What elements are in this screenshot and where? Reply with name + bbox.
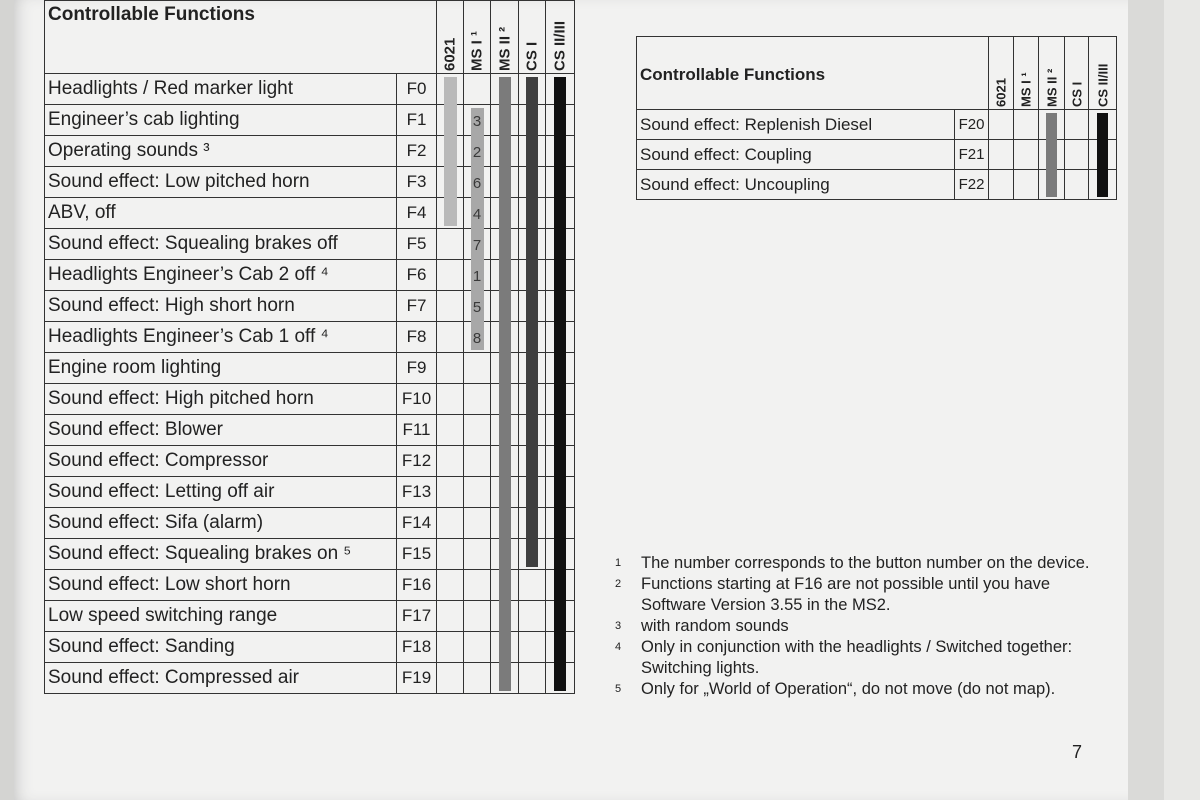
table-row xyxy=(45,74,575,105)
ms1-button-number: 2 xyxy=(472,143,482,161)
functions-table-left xyxy=(44,0,575,694)
table-row xyxy=(45,105,575,136)
footnote: 3 with random sounds xyxy=(615,617,789,635)
table-row xyxy=(45,415,575,446)
support-cell xyxy=(1065,110,1089,140)
support-bar-cs-ii-iii xyxy=(1097,113,1108,197)
support-cell xyxy=(437,508,464,539)
support-cell xyxy=(1065,140,1089,170)
function-name: Headlights / Red marker light xyxy=(45,74,397,105)
table-row xyxy=(637,110,1117,140)
table-row xyxy=(45,508,575,539)
footnote: 4 Only in conjunction with the headlights / Switched together: Switching lights. xyxy=(615,638,1073,677)
support-cell xyxy=(437,601,464,632)
page-shadow xyxy=(1128,0,1164,800)
table-row xyxy=(45,446,575,477)
support-cell xyxy=(519,601,546,632)
ms1-button-number: 7 xyxy=(472,236,482,254)
support-cell xyxy=(464,632,491,663)
table-row xyxy=(45,570,575,601)
support-cell xyxy=(437,353,464,384)
table-row xyxy=(45,167,575,198)
support-cell xyxy=(464,446,491,477)
support-bar-ms-ii xyxy=(1046,113,1057,197)
function-number: F4 xyxy=(397,198,437,229)
table-row xyxy=(45,260,575,291)
support-cell xyxy=(437,415,464,446)
function-number: F11 xyxy=(397,415,437,446)
support-cell xyxy=(1065,170,1089,200)
support-cell xyxy=(519,663,546,694)
ms1-button-number: 3 xyxy=(472,112,482,130)
support-cell xyxy=(437,322,464,353)
col-header-ms1: MS I ¹ xyxy=(464,1,491,74)
page-edge xyxy=(0,0,14,800)
support-cell xyxy=(437,384,464,415)
ms1-button-number: 8 xyxy=(472,329,482,347)
support-bar-cs-i xyxy=(526,77,538,567)
function-number: F20 xyxy=(955,110,989,140)
function-number: F9 xyxy=(397,353,437,384)
function-name: Engineer’s cab lighting xyxy=(45,105,397,136)
function-number: F21 xyxy=(955,140,989,170)
support-bar-6021 xyxy=(444,77,457,226)
col-header-cs1: CS I xyxy=(1065,37,1089,110)
table-row xyxy=(637,170,1117,200)
support-cell xyxy=(464,477,491,508)
ms1-button-number: 4 xyxy=(472,205,482,223)
support-cell xyxy=(464,415,491,446)
col-header-cs23: CS II/III xyxy=(1089,37,1117,110)
table-header-row xyxy=(45,1,575,74)
function-name: Sound effect: High short horn xyxy=(45,291,397,322)
function-name: Headlights Engineer’s Cab 1 off ⁴ xyxy=(45,322,397,353)
function-number: F14 xyxy=(397,508,437,539)
table-row xyxy=(45,136,575,167)
function-number: F6 xyxy=(397,260,437,291)
col-header-ms2: MS II ² xyxy=(491,1,519,74)
table-row xyxy=(45,291,575,322)
footnote: 1 The number corresponds to the button number on the device. xyxy=(615,554,1090,572)
table-row xyxy=(45,601,575,632)
function-name: Sound effect: Compressor xyxy=(45,446,397,477)
function-name: Sound effect: Blower xyxy=(45,415,397,446)
function-number: F19 xyxy=(397,663,437,694)
function-number: F18 xyxy=(397,632,437,663)
support-bar-ms-i xyxy=(471,108,484,350)
support-cell xyxy=(519,570,546,601)
table-row xyxy=(45,353,575,384)
table-row xyxy=(45,663,575,694)
function-name: ABV, off xyxy=(45,198,397,229)
support-cell xyxy=(437,229,464,260)
support-cell xyxy=(464,663,491,694)
support-cell xyxy=(464,570,491,601)
support-cell xyxy=(437,291,464,322)
col-header-ms2: MS II ² xyxy=(1039,37,1065,110)
functions-table-right xyxy=(636,36,1117,200)
table-row xyxy=(637,140,1117,170)
function-name: Headlights Engineer’s Cab 2 off ⁴ xyxy=(45,260,397,291)
function-name: Sound effect: Low pitched horn xyxy=(45,167,397,198)
function-name: Sound effect: Replenish Diesel xyxy=(637,110,955,140)
support-cell xyxy=(989,170,1014,200)
function-name: Sound effect: Uncoupling xyxy=(637,170,955,200)
col-header-cs1: CS I xyxy=(519,1,546,74)
function-name: Sound effect: Low short horn xyxy=(45,570,397,601)
table-row xyxy=(45,229,575,260)
support-bar-cs-ii-iii xyxy=(554,77,566,691)
function-number: F22 xyxy=(955,170,989,200)
function-name: Sound effect: Squealing brakes off xyxy=(45,229,397,260)
support-cell xyxy=(464,353,491,384)
support-cell xyxy=(437,446,464,477)
col-header-cs23: CS II/III xyxy=(546,1,575,74)
support-cell xyxy=(464,508,491,539)
col-header-6021: 6021 xyxy=(989,37,1014,110)
table-row xyxy=(45,632,575,663)
function-name: Sound effect: Sifa (alarm) xyxy=(45,508,397,539)
support-cell xyxy=(437,477,464,508)
function-number: F10 xyxy=(397,384,437,415)
support-bar-ms-ii xyxy=(499,77,511,691)
support-cell xyxy=(989,110,1014,140)
function-number: F12 xyxy=(397,446,437,477)
function-name: Sound effect: Sanding xyxy=(45,632,397,663)
support-cell xyxy=(464,601,491,632)
page-number: 7 xyxy=(1072,742,1083,762)
table-row xyxy=(45,198,575,229)
table-row xyxy=(45,322,575,353)
function-number: F7 xyxy=(397,291,437,322)
support-cell xyxy=(1014,170,1039,200)
footnote: 5 Only for „World of Operation“, do not move (do not map). xyxy=(615,680,1056,698)
table-title: Controllable Functions xyxy=(45,1,437,74)
function-name: Sound effect: Coupling xyxy=(637,140,955,170)
support-cell xyxy=(437,260,464,291)
support-cell xyxy=(989,140,1014,170)
function-number: F0 xyxy=(397,74,437,105)
support-cell xyxy=(1014,140,1039,170)
support-cell xyxy=(464,384,491,415)
col-header-ms1: MS I ¹ xyxy=(1014,37,1039,110)
support-cell xyxy=(464,539,491,570)
table-title: Controllable Functions xyxy=(637,37,989,110)
ms1-button-number: 6 xyxy=(472,174,482,192)
function-number: F1 xyxy=(397,105,437,136)
function-name: Sound effect: Compressed air xyxy=(45,663,397,694)
function-number: F2 xyxy=(397,136,437,167)
function-name: Low speed switching range xyxy=(45,601,397,632)
function-number: F13 xyxy=(397,477,437,508)
function-number: F8 xyxy=(397,322,437,353)
function-name: Sound effect: High pitched horn xyxy=(45,384,397,415)
support-cell xyxy=(1014,110,1039,140)
table-row xyxy=(45,477,575,508)
support-cell xyxy=(437,663,464,694)
function-number: F3 xyxy=(397,167,437,198)
col-header-6021: 6021 xyxy=(437,1,464,74)
footnotes xyxy=(615,553,1095,700)
support-cell xyxy=(437,632,464,663)
support-cell xyxy=(464,74,491,105)
support-cell xyxy=(519,632,546,663)
function-name: Operating sounds ³ xyxy=(45,136,397,167)
function-name: Sound effect: Letting off air xyxy=(45,477,397,508)
function-name: Sound effect: Squealing brakes on ⁵ xyxy=(45,539,397,570)
function-number: F15 xyxy=(397,539,437,570)
function-number: F17 xyxy=(397,601,437,632)
function-number: F5 xyxy=(397,229,437,260)
footnote: 2 Functions starting at F16 are not possible until you have Software Version 3.55 in the MS2. xyxy=(615,575,1051,614)
table-header-row xyxy=(637,37,1117,110)
ms1-button-number: 1 xyxy=(472,267,482,285)
table-row xyxy=(45,539,575,570)
function-name: Engine room lighting xyxy=(45,353,397,384)
table-row xyxy=(45,384,575,415)
support-cell xyxy=(437,539,464,570)
function-number: F16 xyxy=(397,570,437,601)
ms1-button-number: 5 xyxy=(472,298,482,316)
support-cell xyxy=(437,570,464,601)
